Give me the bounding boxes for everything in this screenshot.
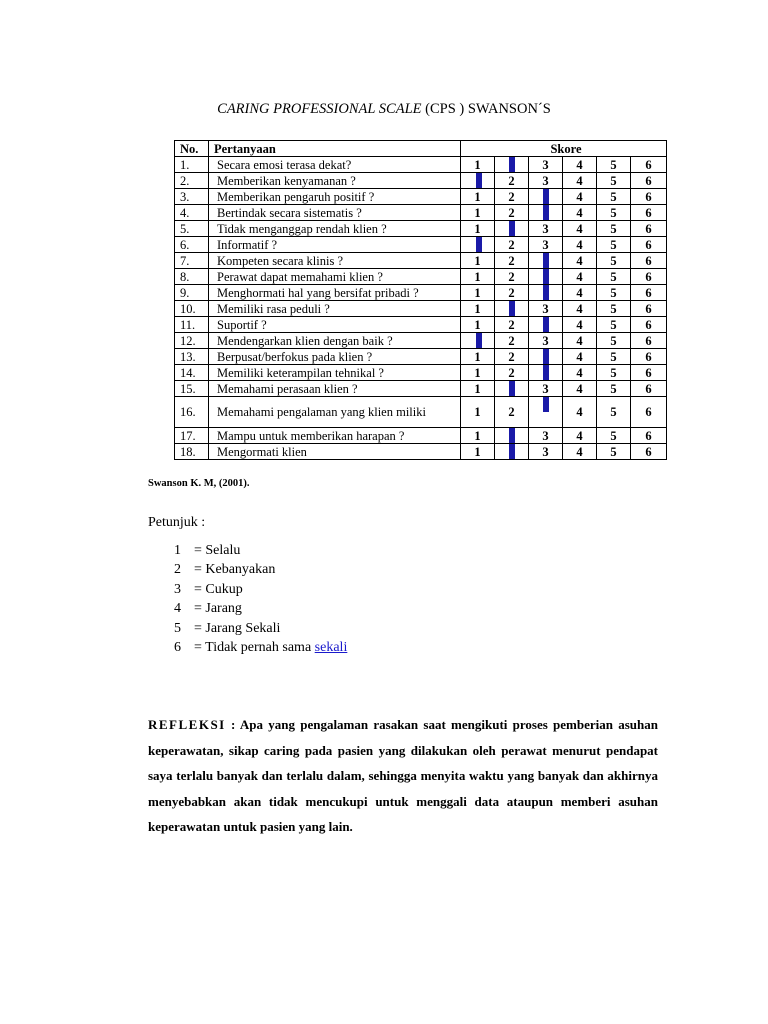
legend-number: 6 (174, 640, 181, 656)
score-cell: 5 (597, 253, 631, 269)
score-mark-cell (495, 221, 529, 237)
legend-text: = Cukup (194, 581, 243, 597)
row-question: Informatif ? (209, 237, 461, 253)
score-cell: 1 (461, 269, 495, 285)
table-row (175, 205, 667, 221)
legend-number: 5 (174, 620, 181, 636)
score-mark-cell (529, 317, 563, 333)
score-cell: 3 (529, 173, 563, 189)
table-header-row (175, 141, 667, 157)
score-cell: 4 (563, 349, 597, 365)
score-cell: 4 (563, 428, 597, 444)
score-cell: 5 (597, 381, 631, 397)
score-cell: 1 (461, 365, 495, 381)
score-cell: 2 (495, 333, 529, 349)
score-cell: 4 (563, 173, 597, 189)
score-cell: 5 (597, 349, 631, 365)
score-legend (174, 541, 347, 657)
table-body (175, 157, 667, 460)
score-cell: 4 (563, 157, 597, 173)
score-cell: 6 (631, 173, 667, 189)
row-question: Memahami pengalaman yang klien miliki (209, 397, 461, 428)
score-cell: 2 (495, 349, 529, 365)
score-cell: 5 (597, 189, 631, 205)
score-cell: 6 (631, 205, 667, 221)
legend-text: = Jarang Sekali (194, 620, 281, 636)
row-question: Perawat dapat memahami klien ? (209, 269, 461, 285)
reflection-text: : Apa yang pengalaman rasakan saat mengikuti proses pemberian asuhan keperawatan, sikap caring pada pasien yang dilakukan oleh perawat menurut pendapat saya terlalu banyak dan terlalu dalam, sehingga menyita waktu yang banyak dan akhirnya menyebabkan akan tidak mencukupi untuk menggali data ataupun memberi asuhan keperawatan untuk pasien yang lain. (148, 717, 658, 835)
legend-item (174, 580, 347, 599)
row-number: 10. (175, 301, 209, 317)
row-number: 4. (175, 205, 209, 221)
score-cell: 4 (563, 189, 597, 205)
score-mark-cell (529, 269, 563, 285)
row-number: 3. (175, 189, 209, 205)
score-cell: 5 (597, 428, 631, 444)
score-cell: 2 (495, 189, 529, 205)
score-cell: 1 (461, 205, 495, 221)
row-number: 15. (175, 381, 209, 397)
score-cell: 5 (597, 157, 631, 173)
score-cell: 4 (563, 381, 597, 397)
score-cell: 4 (563, 444, 597, 460)
score-cell: 6 (631, 349, 667, 365)
score-cell: 6 (631, 397, 667, 428)
score-mark-cell (529, 285, 563, 301)
reflection-paragraph (148, 712, 658, 840)
table-row (175, 285, 667, 301)
row-number: 1. (175, 157, 209, 173)
row-number: 12. (175, 333, 209, 349)
table-row (175, 189, 667, 205)
table-row (175, 365, 667, 381)
score-cell: 3 (529, 157, 563, 173)
score-cell: 5 (597, 221, 631, 237)
score-cell: 6 (631, 269, 667, 285)
table-row (175, 269, 667, 285)
score-cell: 6 (631, 221, 667, 237)
selected-mark (543, 269, 549, 284)
selected-mark (543, 285, 549, 300)
score-cell: 1 (461, 221, 495, 237)
score-cell: 1 (461, 285, 495, 301)
table-row (175, 444, 667, 460)
row-question: Memberikan pengaruh positif ? (209, 189, 461, 205)
score-cell: 3 (529, 333, 563, 349)
table-row (175, 349, 667, 365)
row-number: 6. (175, 237, 209, 253)
score-cell: 1 (461, 397, 495, 428)
legend-item (174, 599, 347, 618)
score-cell: 2 (495, 397, 529, 428)
score-cell: 4 (563, 253, 597, 269)
score-cell: 5 (597, 333, 631, 349)
row-question: Suportif ? (209, 317, 461, 333)
selected-mark (476, 333, 482, 348)
table-row (175, 397, 667, 428)
score-cell: 2 (495, 365, 529, 381)
legend-number: 2 (174, 562, 181, 578)
score-cell: 2 (495, 285, 529, 301)
header-question: Pertanyaan (209, 141, 461, 157)
row-number: 17. (175, 428, 209, 444)
legend-number: 3 (174, 581, 181, 597)
score-cell: 6 (631, 253, 667, 269)
score-cell: 3 (529, 428, 563, 444)
table-row (175, 157, 667, 173)
legend-item (174, 638, 347, 657)
score-cell: 3 (529, 444, 563, 460)
table-row (175, 301, 667, 317)
score-cell: 4 (563, 397, 597, 428)
row-number: 11. (175, 317, 209, 333)
legend-item (174, 560, 347, 579)
score-cell: 5 (597, 173, 631, 189)
score-mark-cell (495, 444, 529, 460)
row-number: 9. (175, 285, 209, 301)
score-cell: 5 (597, 285, 631, 301)
score-cell: 3 (529, 381, 563, 397)
selected-mark (476, 173, 482, 188)
row-question: Memahami perasaan klien ? (209, 381, 461, 397)
row-question: Berpusat/berfokus pada klien ? (209, 349, 461, 365)
score-cell: 6 (631, 189, 667, 205)
header-score: Skore (461, 141, 667, 157)
selected-mark (476, 237, 482, 252)
selected-mark (543, 349, 549, 364)
row-question: Menghormati hal yang bersifat pribadi ? (209, 285, 461, 301)
score-mark-cell (529, 189, 563, 205)
score-cell: 6 (631, 365, 667, 381)
table-row (175, 221, 667, 237)
score-cell: 2 (495, 237, 529, 253)
score-cell: 6 (631, 237, 667, 253)
selected-mark (509, 301, 515, 316)
selected-mark (543, 317, 549, 332)
row-question: Memberikan kenyamanan ? (209, 173, 461, 189)
score-cell: 1 (461, 349, 495, 365)
score-cell: 3 (529, 237, 563, 253)
score-cell: 1 (461, 189, 495, 205)
legend-number: 1 (174, 543, 181, 558)
score-cell: 4 (563, 205, 597, 221)
row-number: 18. (175, 444, 209, 460)
score-cell: 2 (495, 205, 529, 221)
row-question: Memiliki keterampilan tehnikal ? (209, 365, 461, 381)
score-cell: 6 (631, 317, 667, 333)
score-cell: 4 (563, 365, 597, 381)
score-cell: 2 (495, 173, 529, 189)
table-row (175, 173, 667, 189)
row-question: Kompeten secara klinis ? (209, 253, 461, 269)
score-cell: 4 (563, 333, 597, 349)
score-mark-cell (495, 157, 529, 173)
score-cell: 1 (461, 157, 495, 173)
reflection-lead: REFLEKSI (148, 717, 226, 732)
score-cell: 4 (563, 301, 597, 317)
score-cell: 3 (529, 221, 563, 237)
selected-mark (543, 205, 549, 220)
score-cell: 5 (597, 365, 631, 381)
selected-mark (509, 444, 515, 459)
score-cell: 6 (631, 301, 667, 317)
score-cell: 6 (631, 333, 667, 349)
score-mark-cell (461, 173, 495, 189)
score-cell: 6 (631, 157, 667, 173)
row-number: 8. (175, 269, 209, 285)
score-cell: 4 (563, 237, 597, 253)
page-title (0, 101, 768, 118)
legend-item (174, 541, 347, 560)
row-number: 16. (175, 397, 209, 428)
score-mark-cell (529, 253, 563, 269)
score-cell: 1 (461, 253, 495, 269)
table-row (175, 333, 667, 349)
score-mark-cell (529, 397, 563, 428)
score-cell: 5 (597, 397, 631, 428)
row-question: Secara emosi terasa dekat? (209, 157, 461, 173)
title-italic: CARING PROFESSIONAL SCALE (217, 101, 422, 117)
instructions-heading: Petunjuk : (148, 515, 206, 530)
score-cell: 6 (631, 285, 667, 301)
score-mark-cell (461, 237, 495, 253)
score-cell: 1 (461, 444, 495, 460)
score-cell: 5 (597, 301, 631, 317)
score-mark-cell (495, 381, 529, 397)
selected-mark (509, 157, 515, 172)
score-cell: 5 (597, 444, 631, 460)
legend-item (174, 619, 347, 638)
row-question: Tidak menganggap rendah klien ? (209, 221, 461, 237)
score-cell: 6 (631, 428, 667, 444)
selected-mark (509, 381, 515, 396)
legend-text: = Selalu (194, 543, 241, 558)
row-number: 14. (175, 365, 209, 381)
legend-text: = Jarang (194, 601, 242, 617)
row-question: Mengormati klien (209, 444, 461, 460)
table-row (175, 381, 667, 397)
score-cell: 3 (529, 301, 563, 317)
row-number: 13. (175, 349, 209, 365)
row-number: 7. (175, 253, 209, 269)
header-no: No. (175, 141, 209, 157)
score-cell: 5 (597, 269, 631, 285)
score-mark-cell (529, 365, 563, 381)
score-mark-cell (529, 349, 563, 365)
score-mark-cell (495, 428, 529, 444)
score-cell: 6 (631, 381, 667, 397)
score-cell: 6 (631, 444, 667, 460)
table-row (175, 253, 667, 269)
score-cell: 2 (495, 253, 529, 269)
cps-table (174, 140, 667, 460)
score-cell: 2 (495, 317, 529, 333)
row-number: 5. (175, 221, 209, 237)
score-cell: 1 (461, 428, 495, 444)
table-row (175, 428, 667, 444)
score-cell: 4 (563, 317, 597, 333)
score-cell: 5 (597, 317, 631, 333)
row-question: Memiliki rasa peduli ? (209, 301, 461, 317)
score-cell: 5 (597, 237, 631, 253)
selected-mark (543, 397, 549, 412)
legend-text: = Tidak pernah sama (194, 640, 315, 656)
selected-mark (543, 189, 549, 204)
score-cell: 4 (563, 285, 597, 301)
score-mark-cell (461, 333, 495, 349)
selected-mark (509, 428, 515, 443)
score-cell: 1 (461, 301, 495, 317)
row-number: 2. (175, 173, 209, 189)
score-mark-cell (529, 205, 563, 221)
legend-link[interactable]: sekali (314, 640, 348, 656)
table-row (175, 317, 667, 333)
legend-text: = Kebanyakan (194, 562, 276, 578)
row-question: Bertindak secara sistematis ? (209, 205, 461, 221)
score-cell: 1 (461, 381, 495, 397)
selected-mark (509, 221, 515, 236)
selected-mark (543, 365, 549, 380)
row-question: Mampu untuk memberikan harapan ? (209, 428, 461, 444)
row-question: Mendengarkan klien dengan baik ? (209, 333, 461, 349)
title-rest: (CPS ) SWANSON´S (421, 101, 551, 117)
score-cell: 5 (597, 205, 631, 221)
selected-mark (543, 253, 549, 268)
table-row (175, 237, 667, 253)
legend-number: 4 (174, 601, 181, 617)
score-cell: 2 (495, 269, 529, 285)
citation: Swanson K. M, (2001). (148, 478, 250, 489)
score-cell: 4 (563, 269, 597, 285)
score-mark-cell (495, 301, 529, 317)
score-cell: 4 (563, 221, 597, 237)
score-cell: 1 (461, 317, 495, 333)
